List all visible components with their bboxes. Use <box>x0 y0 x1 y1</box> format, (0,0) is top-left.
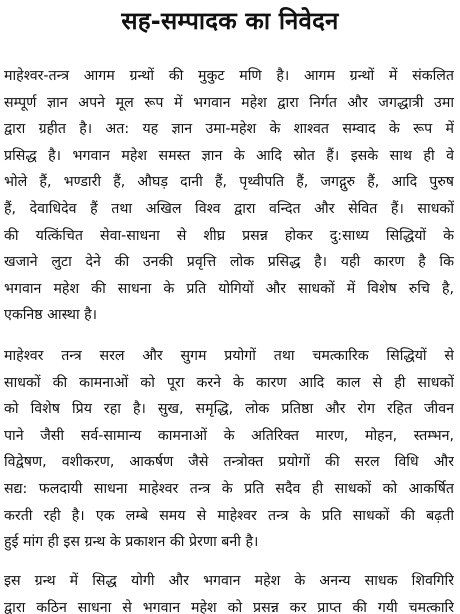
text-line: साधकों की कामनाओं को पूरा करने के कारण आदि काल से ही साधकों <box>4 374 454 391</box>
text-line: द्वारा ग्रहीत है। अत: यह ज्ञान उमा-महेश के शाश्वत सम्वाद के रूप में <box>4 121 454 138</box>
text-line: एकनिष्ठ आस्था है। <box>4 307 98 324</box>
text-line: प्रसिद्ध है। भगवान महेश समस्त ज्ञान के आदि स्रोत हैं। इसके साथ ही वे <box>4 147 454 164</box>
text-line: की यत्किंचित सेवा-साधना से शीघ्र प्रसन्न होकर दु:साध्य सिद्धियों के <box>4 227 454 244</box>
text-line: भोले हैं, भण्डारी हैं, औघड़ दानी हैं, पृथ्वीपति हैं, जगद्गुरु हैं, आदि पुरुष <box>4 174 454 191</box>
page-title: सह-सम्पादक का निवेदन <box>121 7 339 35</box>
text-line: द्वारा कठिन साधना से भगवान महेश को प्रसन्न कर प्राप्त की गयी चमत्कारि <box>4 599 454 614</box>
text-line: सद्य: फलदायी साधना माहेश्वर तन्त्र के प्रति सदैव ही साधकों को आकर्षित <box>4 480 454 497</box>
text-line: करती रही है। एक लम्बे समय से माहेश्वर तन्त्र के प्रति साधकों की बढ़ती <box>4 507 454 524</box>
text-line: हुई मांग ही इस ग्रन्थ के प्रकाशन की प्रेरणा बनी है। <box>4 534 259 551</box>
paragraph-2 <box>4 343 454 556</box>
text-line: पाने जैसी सर्व-सामान्य कामनाओं के अतिरिक्त मारण, मोहन, स्तम्भन, <box>4 427 454 444</box>
text-line: भगवान महेश की साधना के प्रति योगियों और साधकों में विशेष रुचि है, <box>4 280 454 297</box>
paragraph-3 <box>4 568 454 614</box>
text-line: सम्पूर्ण ज्ञान अपने मूल रूप में भगवान महेश द्वारा निर्गत और जगद्धात्री उमा <box>4 94 454 111</box>
paragraph-1 <box>4 63 454 329</box>
text-line: को विशेष प्रिय रहा है। सुख, समृद्धि, लोक प्रतिष्ठा और रोग रहित जीवन <box>4 401 454 418</box>
text-line: इस ग्रन्थ में सिद्ध योगी और भगवान महेश के अनन्य साधक शिवगिरि <box>4 573 454 589</box>
text-line: माहेश्वर तन्त्र सरल और सुगम प्रयोगों तथा चमत्कारिक सिद्धियों से <box>4 348 454 364</box>
text-line: विद्वेषण, वशीकरण, आकर्षण जैसे तन्त्रोक्त प्रयोगों की सरल विधि और <box>4 454 454 471</box>
text-line: खजाने लुटा देने की उनकी प्रवृत्ति लोक प्रसिद्ध है। यही कारण है कि <box>4 254 454 271</box>
text-line: माहेश्वर-तन्त्र आगम ग्रन्थों की मुकुट मणि है। आगम ग्रन्थों में संकलित <box>4 68 454 84</box>
text-line: हैं, देवाधिदेव हैं तथा अखिल विश्व द्वारा वन्दित और सेवित हैं। साधकों <box>4 200 454 217</box>
